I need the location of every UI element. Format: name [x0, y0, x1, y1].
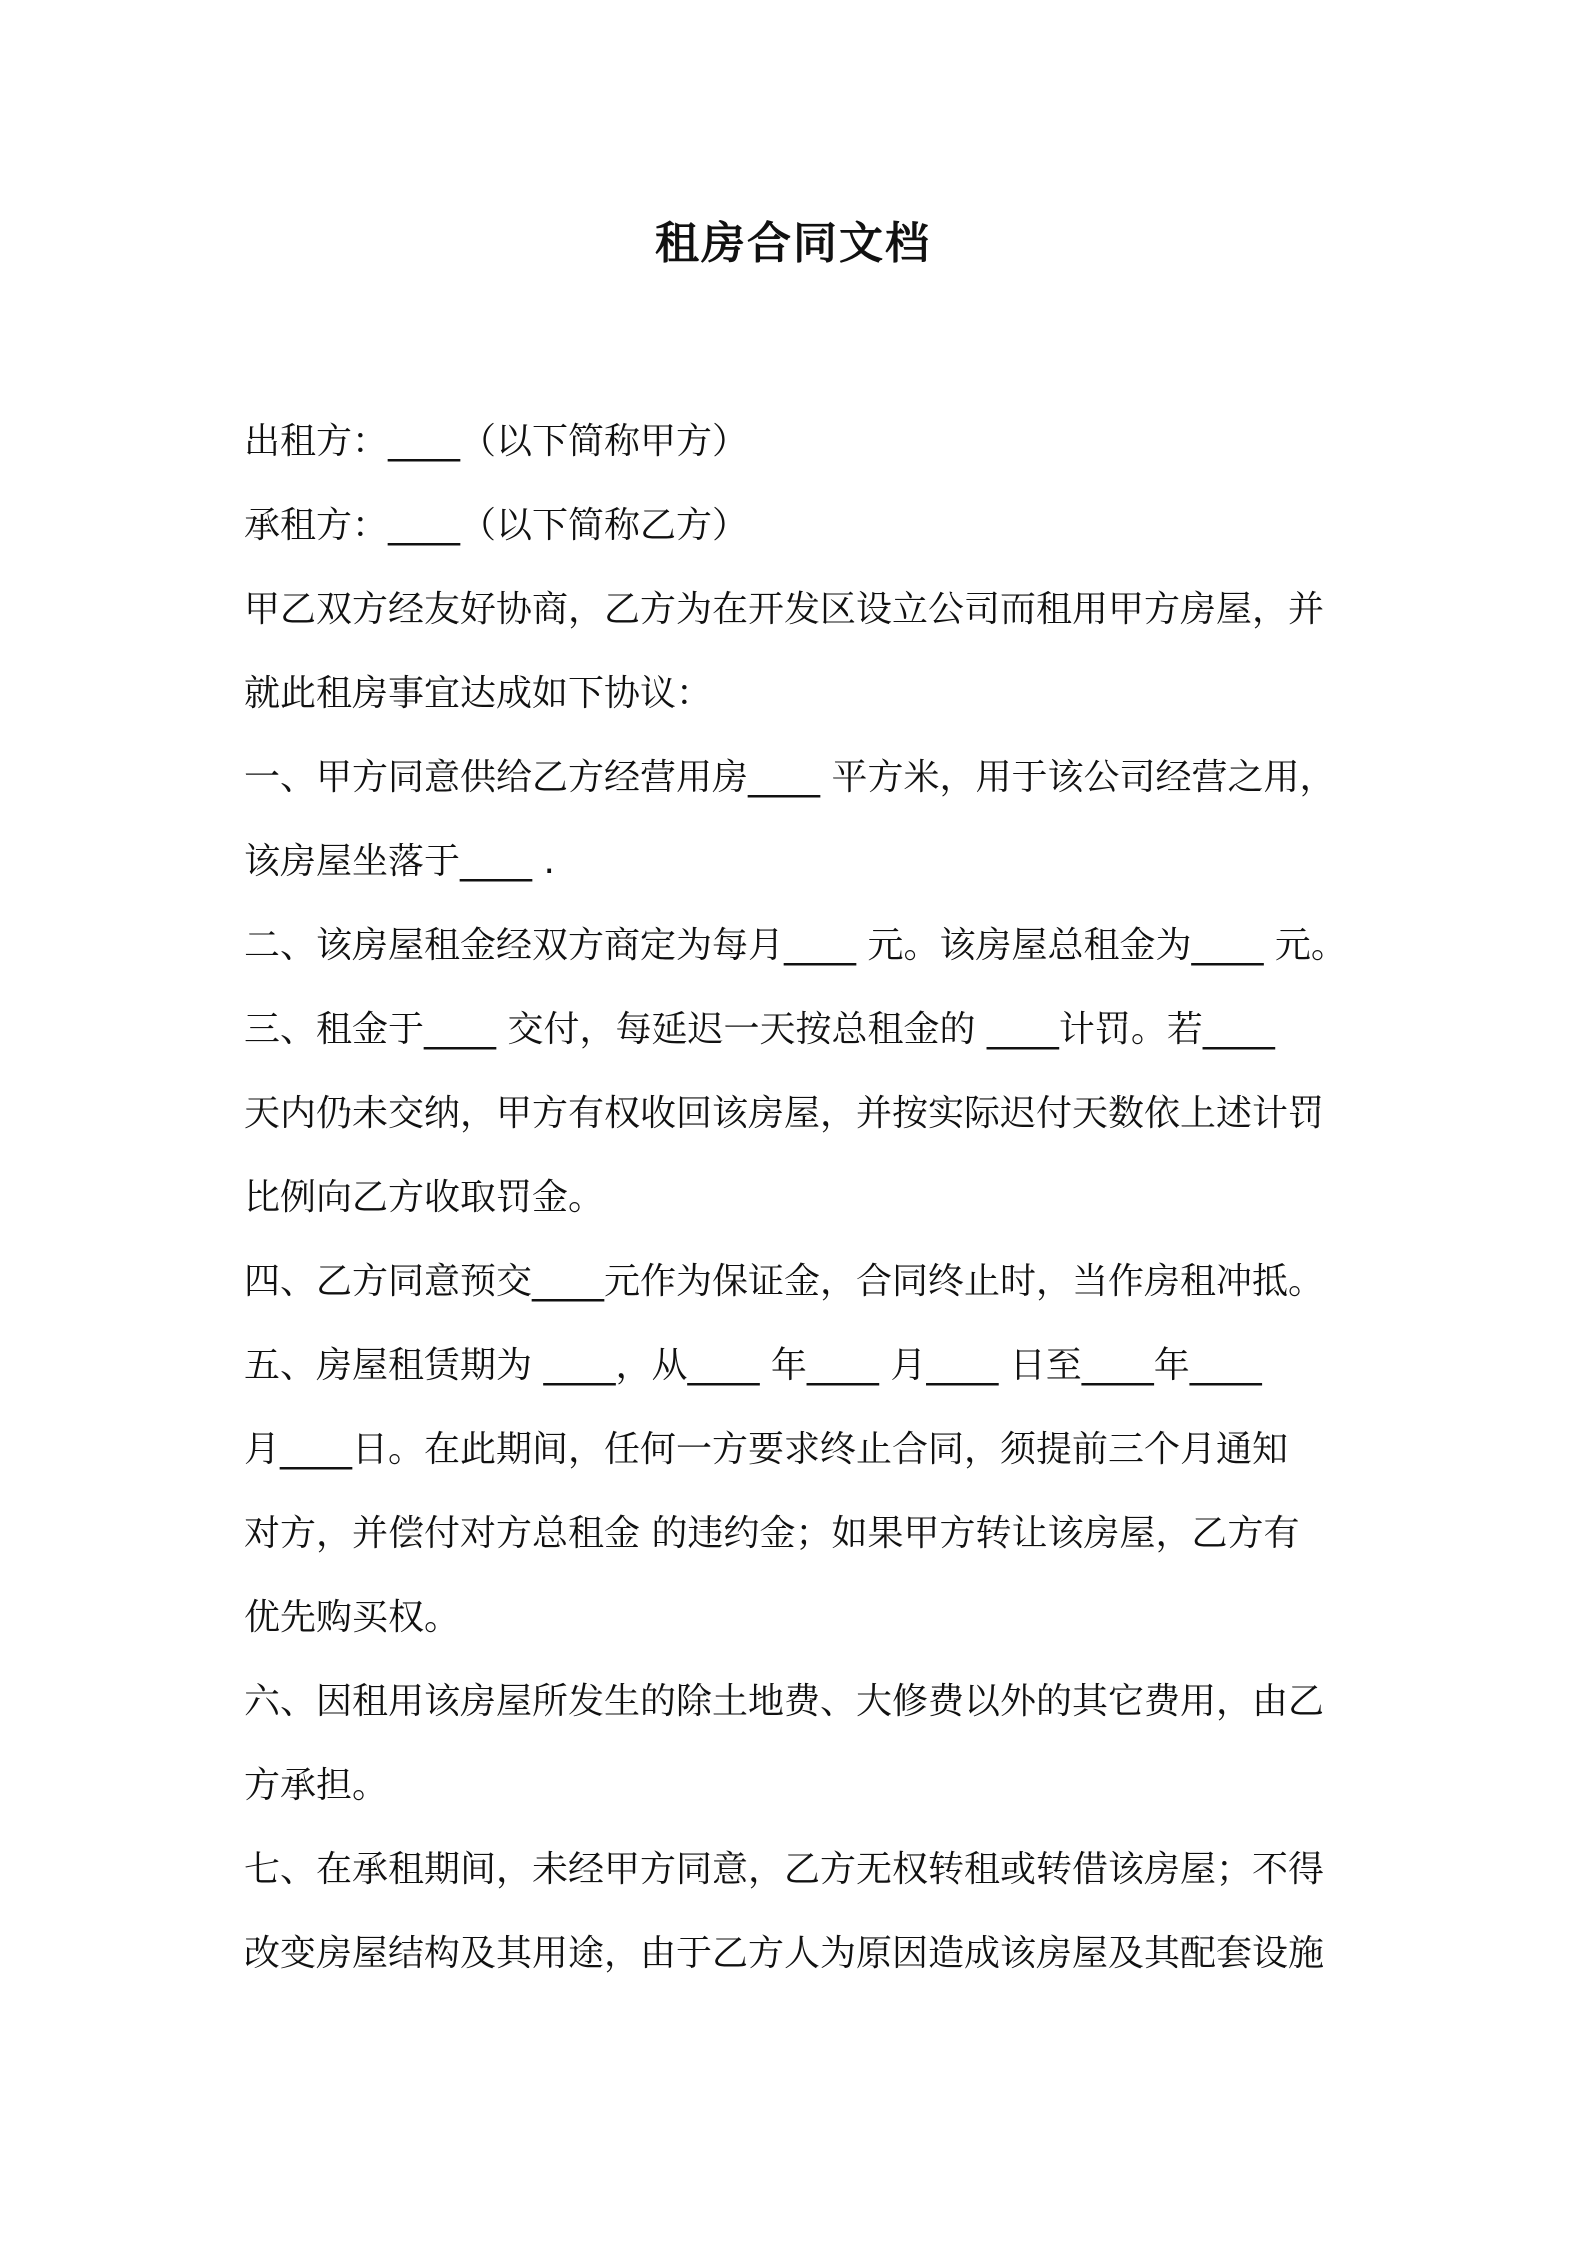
text-line: 比例向乙方收取罚金。 — [244, 1177, 605, 1218]
text-line: 五、房屋租赁期为 ____，从____ 年____ 月____ 日至____年____ — [244, 1345, 1262, 1386]
text-line: 二、该房屋租金经双方商定为每月____ 元。该房屋总租金为____ 元。 — [244, 925, 1347, 966]
text-line: 四、乙方同意预交____元作为保证金，合同终止时，当作房租冲抵。 — [244, 1261, 1325, 1302]
text-line: 优先购买权。 — [244, 1597, 461, 1638]
text-line: 六、因租用该房屋所发生的除土地费、大修费以外的其它费用，由乙 — [244, 1681, 1325, 1722]
text-line: 改变房屋结构及其用途，由于乙方人为原因造成该房屋及其配套设施 — [244, 1933, 1325, 1974]
text-line: 对方，并偿付对方总租金 的违约金；如果甲方转让该房屋，乙方有 — [244, 1513, 1300, 1554]
text-line: 承租方：____（以下简称乙方） — [244, 505, 749, 546]
text-line: 出租方：____（以下简称甲方） — [244, 421, 749, 462]
text-line: 月____日。在此期间，任何一方要求终止合同，须提前三个月通知 — [244, 1429, 1289, 1470]
text-line: 七、在承租期间，未经甲方同意，乙方无权转租或转借该房屋；不得 — [244, 1849, 1325, 1890]
text-line: 三、租金于____ 交付，每延迟一天按总租金的 ____计罚。若____ — [244, 1009, 1275, 1050]
text-line: 甲乙双方经友好协商，乙方为在开发区设立公司而租用甲方房屋，并 — [244, 589, 1325, 630]
document-title: 租房合同文档 — [655, 218, 931, 269]
text-line: 该房屋坐落于____ . — [244, 841, 555, 882]
document-body — [244, 400, 1364, 1996]
text-line: 天内仍未交纳，甲方有权收回该房屋，并按实际迟付天数依上述计罚 — [244, 1093, 1325, 1134]
text-line: 就此租房事宜达成如下协议： — [244, 673, 713, 714]
text-line: 方承担。 — [244, 1765, 389, 1806]
text-line: 一、甲方同意供给乙方经营用房____ 平方米，用于该公司经营之用， — [244, 757, 1336, 798]
